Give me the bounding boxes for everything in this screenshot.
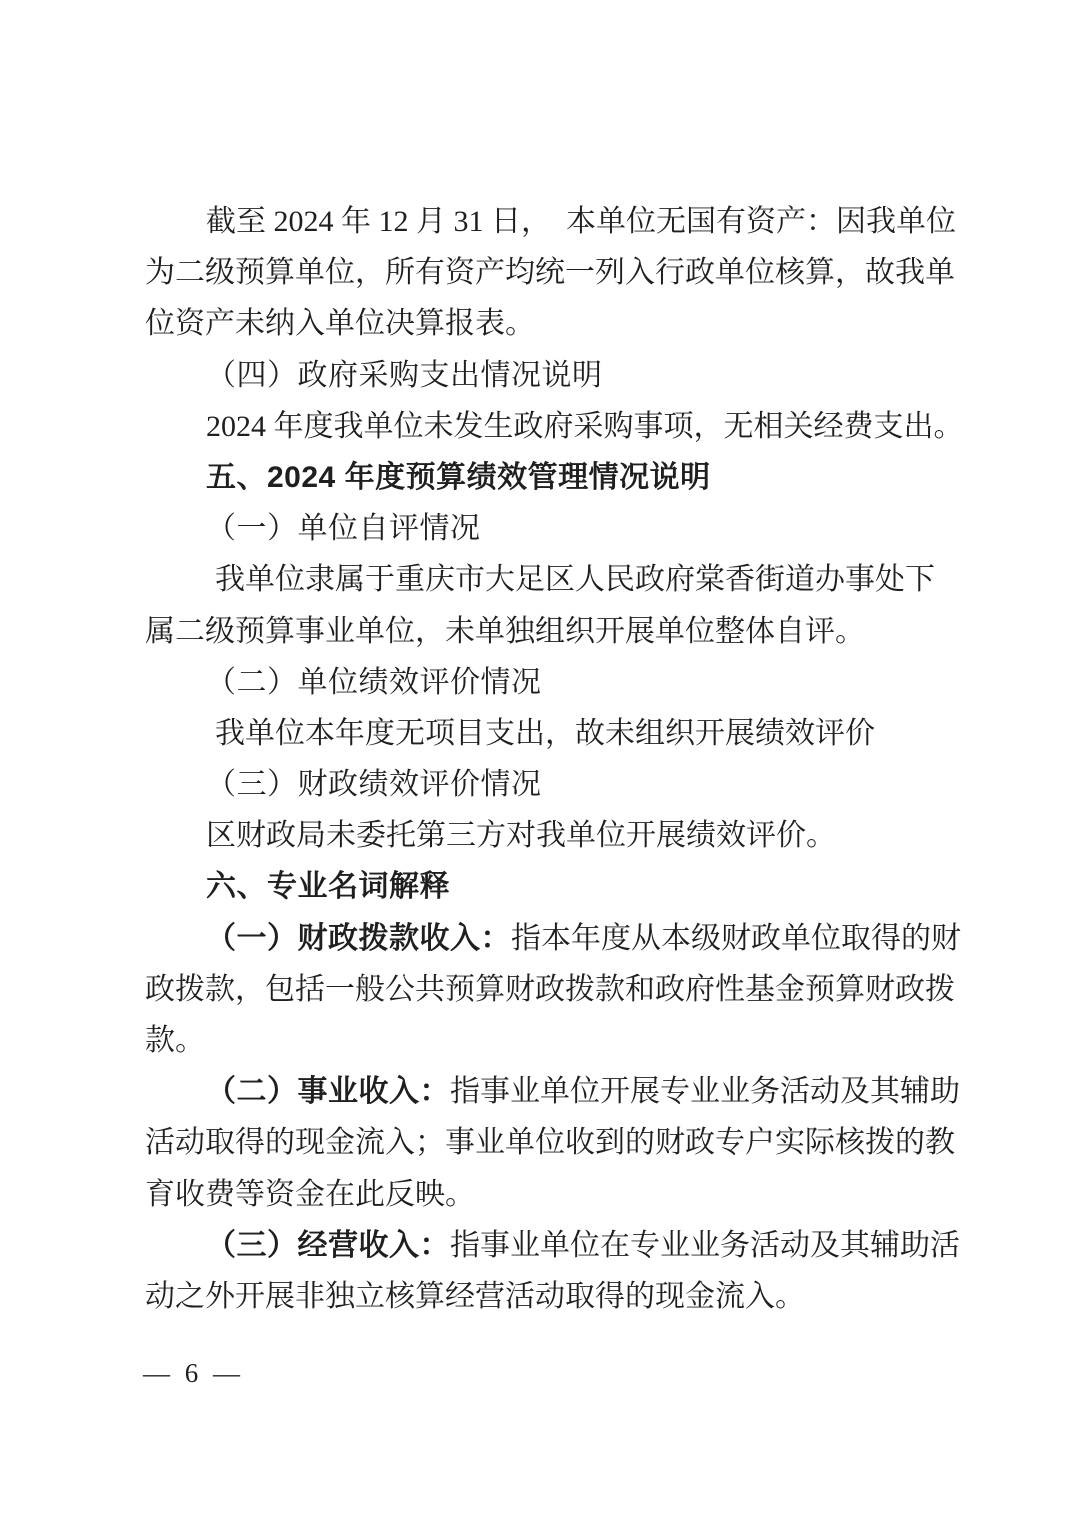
body-line: 我单位隶属于重庆市大足区人民政府棠香街道办事处下 (215, 563, 935, 597)
definition-line (145, 913, 961, 964)
body-line: 截至 2024 年 12 月 31 日， 本单位无国有资产：因我单位 (206, 205, 956, 238)
body-line: 为二级预算单位，所有资产均统一列入行政单位核算，故我单 (145, 256, 955, 290)
document-body (145, 196, 964, 1322)
term-institutional-income: （二）事业收入： (206, 1075, 450, 1109)
body-line: 属二级预算事业单位，未单独组织开展单位整体自评。 (145, 614, 865, 648)
body-line: 区财政局未委托第三方对我单位开展绩效评价。 (206, 819, 836, 853)
body-line: 育收费等资金在此反映。 (145, 1177, 475, 1211)
body-line: 政拨款，包括一般公共预算财政拨款和政府性基金预算财政拨 (145, 972, 955, 1006)
page-number: — 6 — (143, 1358, 244, 1388)
term-operating-income: （三）经营收入： (206, 1228, 450, 1262)
definition-text: 指事业单位在专业业务活动及其辅助活 (450, 1228, 960, 1262)
subsection-heading-gov-procurement: （四）政府采购支出情况说明 (206, 358, 603, 392)
definition-text: 指事业单位开展专业业务活动及其辅助 (450, 1075, 960, 1109)
subsection-heading-self-evaluation: （一）单位自评情况 (206, 512, 481, 546)
definition-line (145, 1066, 960, 1117)
body-line: 动之外开展非独立核算经营活动取得的现金流入。 (145, 1279, 805, 1313)
term-fiscal-appropriation-income: （一）财政拨款收入： (206, 921, 511, 955)
section-heading-6-terminology: 六、专业名词解释 (206, 870, 450, 904)
body-line: 款。 (145, 1024, 205, 1057)
definition-text: 指本年度从本级财政单位取得的财 (511, 921, 961, 955)
subsection-heading-unit-performance-evaluation: （二）单位绩效评价情况 (206, 665, 542, 699)
body-line: 2024 年度我单位未发生政府采购事项，无相关经费支出。 (206, 409, 964, 443)
body-line: 我单位本年度无项目支出，故未组织开展绩效评价 (215, 716, 875, 750)
definition-line (145, 1220, 960, 1271)
subsection-heading-fiscal-performance-evaluation: （三）财政绩效评价情况 (206, 768, 542, 802)
body-line: 活动取得的现金流入；事业单位收到的财政专户实际核拨的教 (145, 1126, 955, 1160)
section-heading-5-budget-performance: 五、2024 年度预算绩效管理情况说明 (206, 460, 711, 494)
body-line: 位资产未纳入单位决算报表。 (145, 307, 535, 341)
